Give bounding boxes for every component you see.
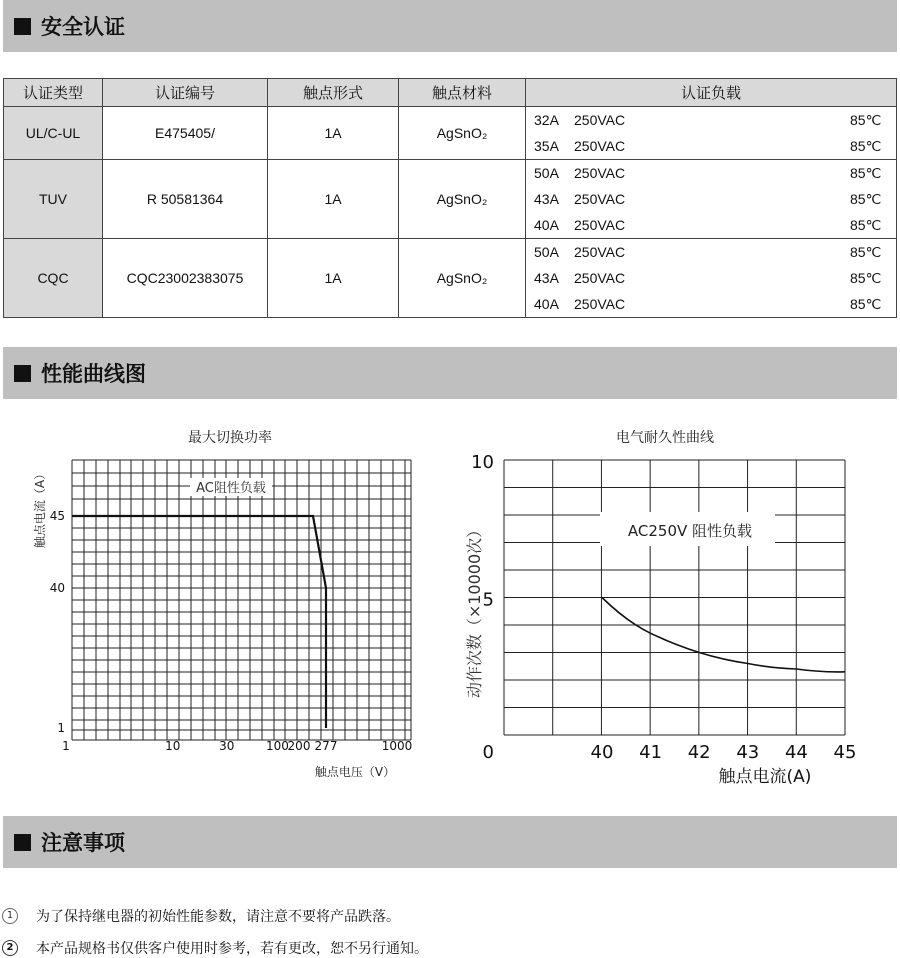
cert-number-cell: CQC23002383075 [103,239,268,318]
cert-load-cell [526,160,897,239]
column-header: 认证负载 [526,79,897,107]
x-tick-label: 100 [266,739,289,753]
column-header: 认证编号 [103,79,268,107]
load-line [526,265,896,291]
section-header-cert [3,0,897,52]
note-text: 为了保持继电器的初始性能参数，请注意不要将产品跌落。 [36,909,400,925]
load-line [526,186,896,212]
load-current: 50A [534,244,559,260]
y-tick-label: 45 [49,509,65,523]
section-title: 注意事项 [41,831,125,855]
contact-material-cell: AgSnO₂ [399,107,526,160]
table-header-row [4,79,897,107]
contact-material-cell: AgSnO₂ [399,239,526,318]
load-voltage: 250VAC [574,270,626,286]
cert-load-cell [526,239,897,318]
load-temperature: 85℃ [850,190,882,207]
load-line [526,160,896,186]
load-temperature: 85℃ [850,164,882,181]
circled-number-icon: 1 [2,908,18,924]
contact-form-cell: 1A [268,160,399,239]
cert-type-cell: TUV [4,160,103,239]
table-row [4,239,897,318]
y-tick-label: 5 [482,589,494,611]
note-text: 本产品规格书仅供客户使用时参考，若有更改，恕不另行通知。 [36,941,428,957]
square-bullet-icon [14,365,31,382]
cert-number-cell: E475405/ [103,107,268,160]
chart-title: 电气耐久性曲线 [616,430,714,446]
column-header: 触点形式 [268,79,399,107]
load-voltage: 250VAC [574,165,626,181]
x-axis-label: 触点电压（V） [314,765,396,779]
y-tick-label: 40 [49,581,65,595]
column-header: 触点材料 [399,79,526,107]
max-switching-power-chart [0,420,440,790]
note-item [0,938,428,958]
contact-material-cell: AgSnO₂ [399,160,526,239]
load-current: 40A [534,217,559,233]
load-line [526,291,896,317]
load-voltage: 250VAC [574,217,626,233]
circled-number-icon: 2 [2,940,18,956]
x-tick-label: 41 [639,742,663,763]
load-line [526,133,896,159]
square-bullet-icon [14,18,31,35]
section-title: 安全认证 [41,15,125,39]
section-title: 性能曲线图 [41,362,146,386]
certification-table [3,78,897,318]
load-voltage: 250VAC [574,191,626,207]
y-axis-label: 动作次数（×10000次） [465,521,484,699]
section-header-curves [3,347,897,399]
note-item [0,906,400,926]
load-temperature: 85℃ [850,269,882,286]
x-tick-label: 43 [736,742,760,763]
y-tick-label: 1 [57,721,65,735]
cert-load-cell [526,107,897,160]
chart-annotation: AC250V 阻性负载 [627,522,753,540]
x-tick-label: 40 [590,742,614,763]
load-voltage: 250VAC [574,138,626,154]
load-temperature: 85℃ [850,111,882,128]
y-tick-label: 10 [471,452,494,473]
electrical-endurance-chart [450,420,900,790]
load-temperature: 85℃ [850,137,882,154]
square-bullet-icon [14,834,31,851]
cert-type-cell: UL/C-UL [4,107,103,160]
x-tick-label: 10 [165,739,181,753]
load-temperature: 85℃ [850,295,882,312]
x-tick-label: 200 [287,739,311,753]
x-tick-label: 1000 [381,739,413,753]
load-line [526,239,896,265]
cert-number-cell: R 50581364 [103,160,268,239]
contact-form-cell: 1A [268,107,399,160]
load-current: 40A [534,296,559,312]
x-tick-label: 44 [784,742,808,763]
load-line [526,212,896,238]
section-header-notes [3,816,897,868]
x-axis-label: 触点电流(A) [718,767,812,787]
x-tick-label: 42 [687,742,711,763]
series-curve [602,598,845,672]
load-voltage: 250VAC [574,112,626,128]
column-header: 认证类型 [4,79,103,107]
cert-type-cell: CQC [4,239,103,318]
chart-title: 最大切换功率 [188,430,272,446]
load-current: 43A [534,191,559,207]
load-temperature: 85℃ [850,243,882,260]
load-current: 43A [534,270,559,286]
y-tick-label: 0 [482,742,494,763]
load-current: 50A [534,165,559,181]
contact-form-cell: 1A [268,239,399,318]
load-voltage: 250VAC [574,244,626,260]
x-tick-label: 30 [219,739,235,753]
table-row [4,160,897,239]
y-axis-label: 触点电流（A） [33,467,47,549]
load-line [526,107,896,133]
load-temperature: 85℃ [850,216,882,233]
load-voltage: 250VAC [574,296,626,312]
chart-annotation: AC阻性负载 [196,481,266,496]
load-current: 32A [534,112,559,128]
x-tick-label: 277 [314,739,338,753]
x-tick-label: 1 [62,739,70,753]
load-current: 35A [534,138,559,154]
table-row [4,107,897,160]
x-tick-label: 45 [833,742,857,763]
